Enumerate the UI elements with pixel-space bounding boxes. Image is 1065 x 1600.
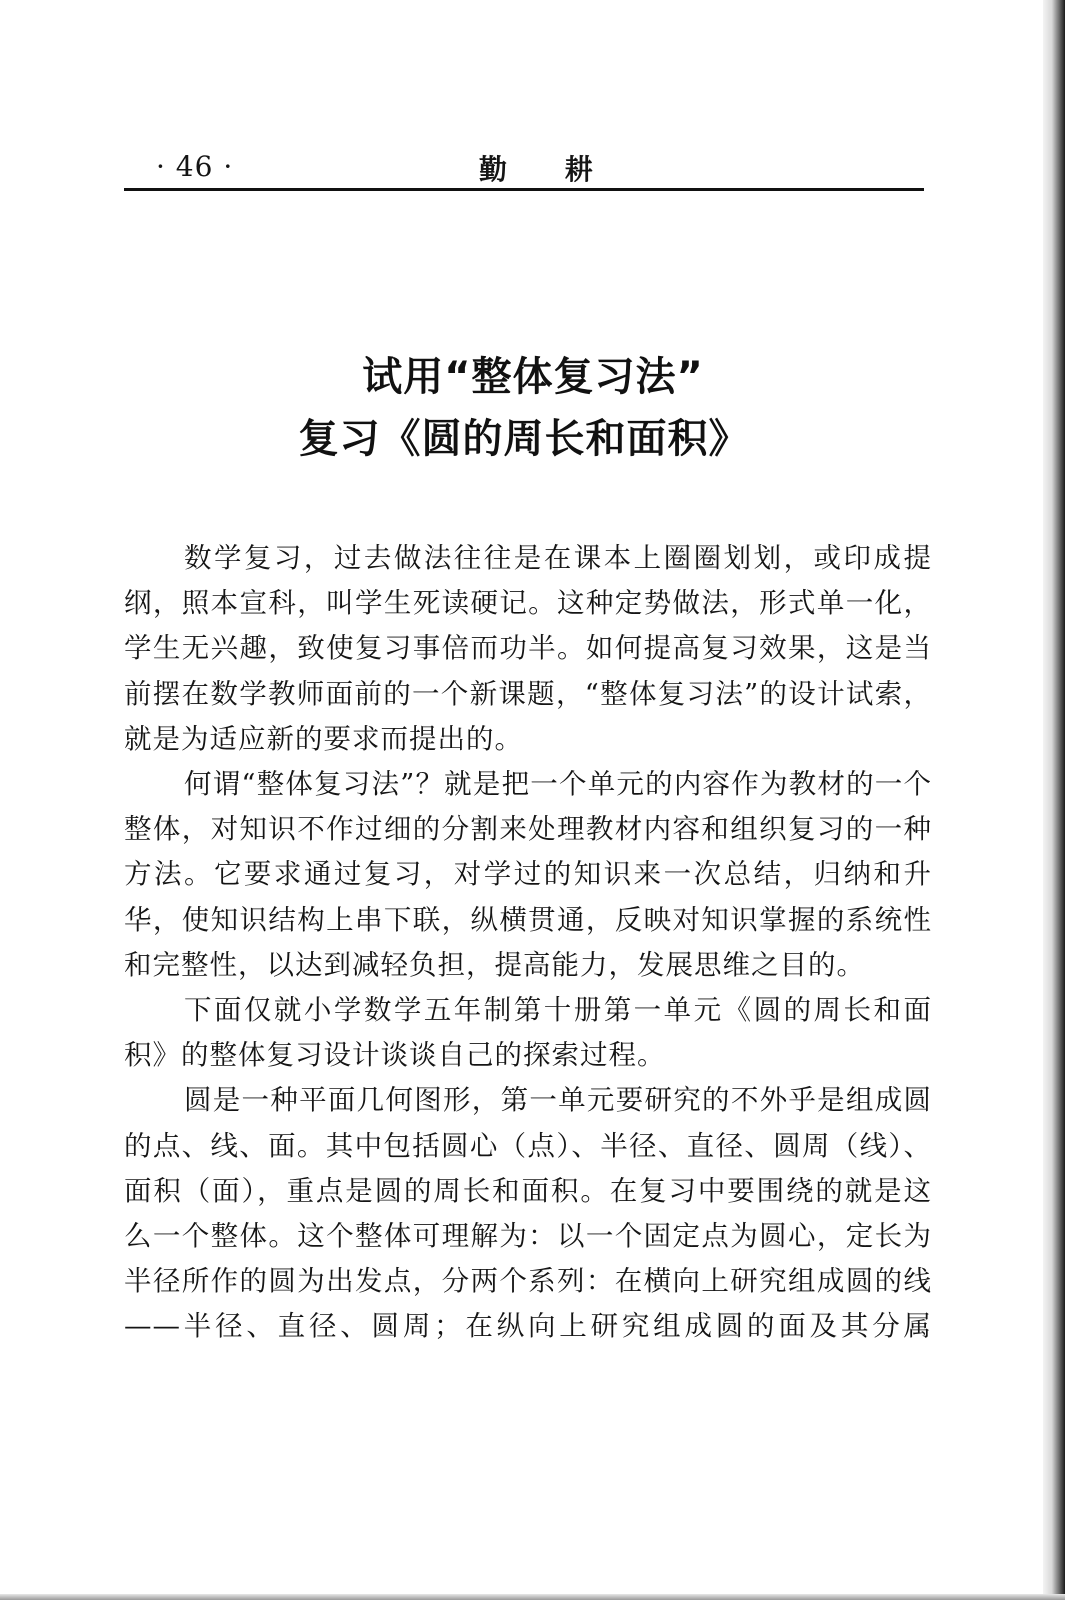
article-body: [124, 536, 932, 1350]
page-number: · 46 ·: [156, 150, 234, 183]
scan-edge: [1043, 0, 1065, 1600]
paragraph-1: 数学复习，过去做法往往是在课本上圈圈划划，或印成提纲，照本宣科，叫学生死读硬记。这种定势做法，形式单一化，学生无兴趣，致使复习事倍而功半。如何提高复习效果，这是当前摆在数学教师面前的一个新课题，“整体复习法”的设计试索，就是为适应新的要求而提出的。: [124, 542, 932, 755]
header-rule: [124, 188, 924, 191]
paragraph-3: 下面仅就小学数学五年制第十册第一单元《圆的周长和面积》的整体复习设计谈谈自己的探索过程。: [124, 994, 932, 1072]
article-title: [124, 346, 924, 470]
title-line-1: 试用“整体复习法”: [362, 354, 704, 400]
paragraph-2: 何谓“整体复习法”？就是把一个单元的内容作为教材的一个整体，对知识不作过细的分割来处理教材内容和组织复习的一种方法。它要求通过复习，对学过的知识来一次总结，归纳和升华，使知识结构上串下联，纵横贯通，反映对知识掌握的系统性和完整性，以达到减轻负担，提高能力，发展思维之目的。: [124, 768, 932, 981]
scan-edge-bottom: [0, 1594, 1065, 1600]
running-title: 勤 耕: [479, 153, 617, 186]
paragraph-4: 圆是一种平面几何图形，第一单元要研究的不外乎是组成圆的点、线、面。其中包括圆心（点）、半径、直径、圆周（线）、面积（面），重点是圆的周长和面积。在复习中要围绕的就是这么一个整体。这个整体可理解为：以一个固定点为圆心，定长为半径所作的圆为出发点，分两个系列：在横向上研究组成圆的线——半径、直径、圆周；在纵向上研究组成圆的面及其分属: [124, 1084, 932, 1343]
title-line-2: 复习《圆的周长和面积》: [298, 416, 750, 462]
page-header: [124, 148, 924, 190]
